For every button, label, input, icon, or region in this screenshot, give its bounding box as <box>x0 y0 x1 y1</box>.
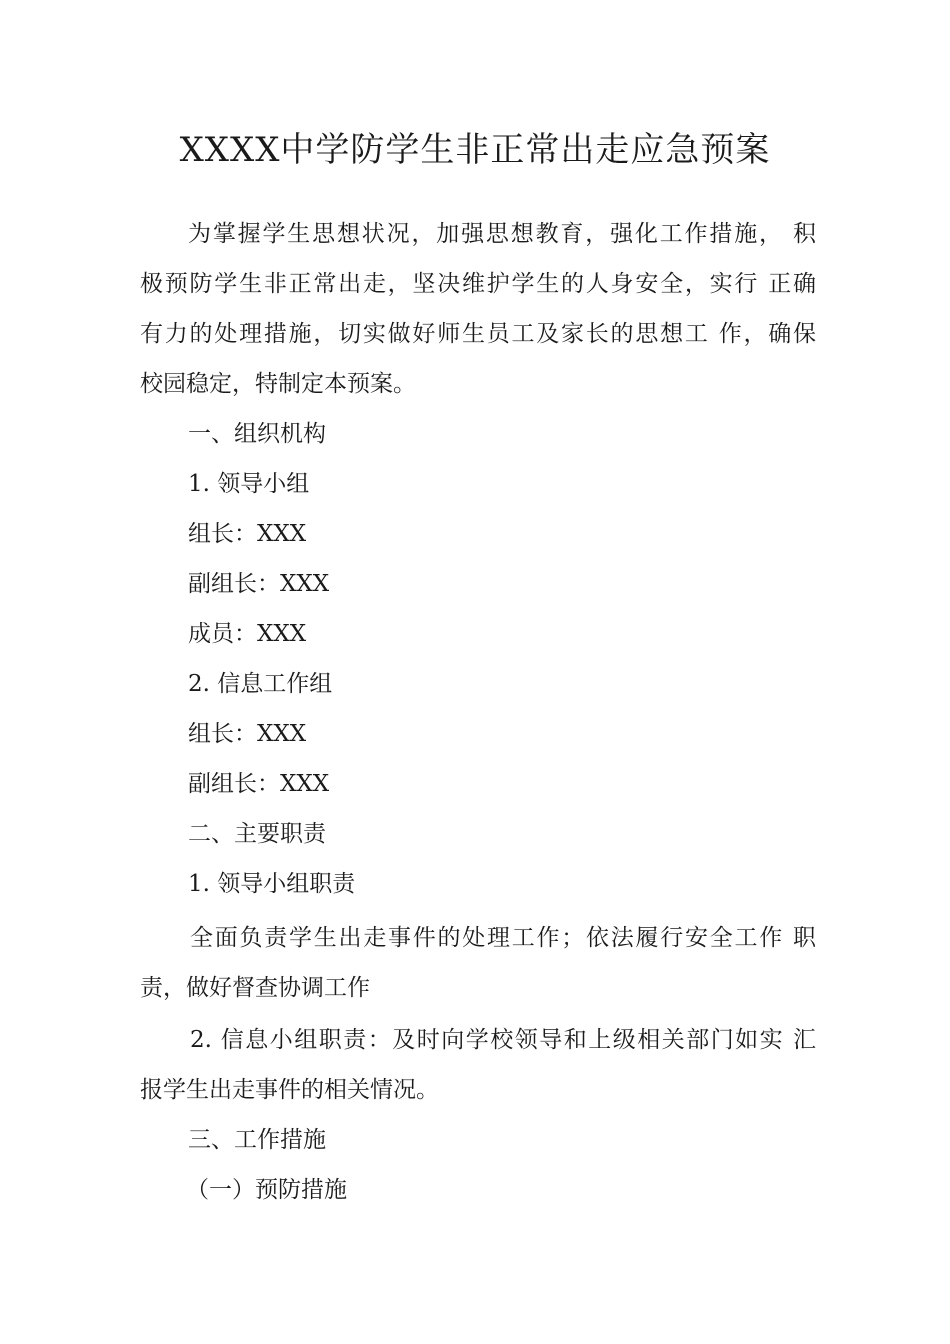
intro-line-2: 极预防学生非正常出走，坚决维护学生的人身安全，实行 正确 <box>140 271 816 297</box>
intro-line-1: 为掌握学生思想状况，加强思想教育，强化工作措施， 积 <box>188 221 816 247</box>
group2-heading: 2. 信息工作组 <box>188 671 333 697</box>
document-title: XXXX中学防学生非正常出走应急预案 <box>179 130 771 170</box>
section1-heading: 一、组织机构 <box>188 421 326 447</box>
group2-leader: 组长：XXX <box>188 721 307 747</box>
group1-heading: 1. 领导小组 <box>188 471 310 497</box>
section3-heading: 三、工作措施 <box>188 1127 326 1153</box>
section2-heading: 二、主要职责 <box>188 821 326 847</box>
section3-sub1: （一）预防措施 <box>186 1177 347 1203</box>
duty1-line-2: 责，做好督查协调工作 <box>140 975 370 1001</box>
group1-members: 成员：XXX <box>188 621 307 647</box>
duty1-heading: 1. 领导小组职责 <box>188 871 356 897</box>
group2-deputy: 副组长：XXX <box>188 771 330 797</box>
group1-leader: 组长：XXX <box>188 521 307 547</box>
intro-line-4: 校园稳定，特制定本预案。 <box>140 371 416 397</box>
group1-deputy: 副组长：XXX <box>188 571 330 597</box>
duty1-line-1: 全面负责学生出走事件的处理工作；依法履行安全工作 职 <box>190 925 816 951</box>
intro-line-3: 有力的处理措施，切实做好师生员工及家长的思想工 作，确保 <box>140 321 816 347</box>
duty2-line-2: 报学生出走事件的相关情况。 <box>140 1077 439 1103</box>
duty2-line-1: 2. 信息小组职责：及时向学校领导和上级相关部门如实 汇 <box>190 1027 816 1053</box>
